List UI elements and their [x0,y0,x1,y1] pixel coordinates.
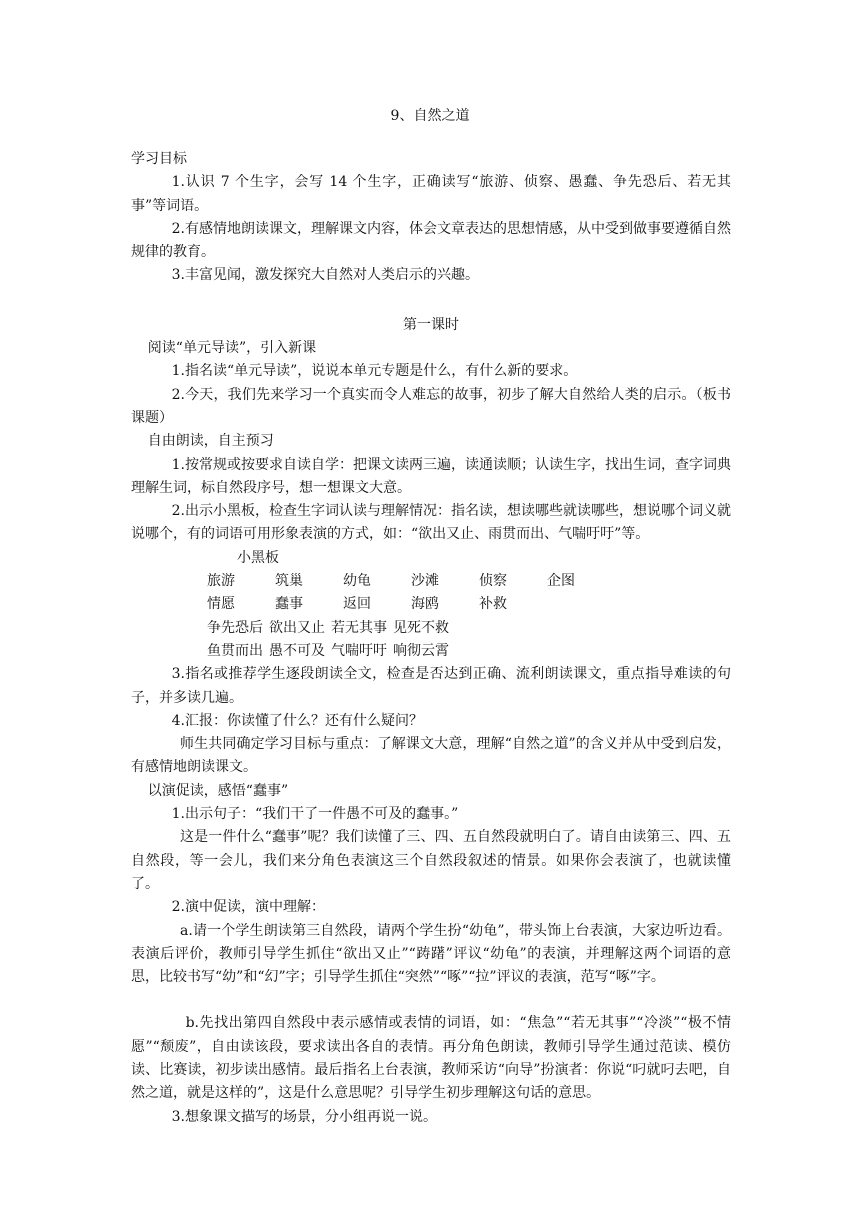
section-item-detail: 这是一件什么“蠢事”呢？我们读懂了三、四、五自然段就明白了。请自由读第三、四、五自然段，等一会儿，我们来分角色表演这三个自然段叙述的情景。如果你会表演了，也就读懂了。 [131,829,731,892]
document-body [131,148,731,1129]
vocab-word: 若无其事 [331,619,387,636]
section-item: 1.指名读“单元导读”，说说本单元专题是什么，有什么新的要求。 [171,363,578,380]
objectives-heading: 学习目标 [131,151,187,167]
objective-item: 1.认识 7 个生字，会写 14 个生字，正确读写“旅游、侦察、愚蠢、争先恐后、若无其事”等词语。 [131,174,731,214]
vocab-word: 沙滩 [411,573,439,590]
vocab-word: 响彻云霄 [393,642,449,659]
vocab-word: 见死不救 [393,619,449,636]
vocab-word: 补救 [479,596,507,613]
sub-item-b: b.先找出第四自然段中表示感情或表情的词语，如：“焦急”“若无其事”“冷淡”“极不情愿”“颓废”，自由读该段，要求读出各自的表情。再分角色朗读，教师引导学生通过范读、模仿读、比赛读，初步读出感情。最后指名上台表演，教师采访“向导”扮演者：你说“叼就叼去吧，自然之道，就是这样的”，这是什么意思呢？引导学生初步理解这句话的意思。 [131,1015,731,1102]
section-item: 1.按常规或按要求自读自学：把课文读两三遍，读通读顺；认读生字，找出生词，查字词典理解生词，标自然段序号，想一想课文大意。 [131,456,731,496]
page-title: 9、自然之道 [390,108,470,124]
section-item: 1.出示句子：“我们干了一件愚不可及的蠢事。” [171,806,459,823]
blackboard [131,547,731,663]
section-heading: 阅读“单元导读”，引入新课 [147,340,317,357]
blackboard-title: 小黑板 [237,549,279,566]
vocab-word: 侦察 [479,573,507,590]
section-item: 2.今天，我们先来学习一个真实而令人难忘的故事，初步了解大自然给人类的启示。（板书课题） [131,386,731,426]
section-item: 2.演中促读，演中理解： [171,899,325,916]
vocab-word: 气喘吁吁 [331,642,387,659]
section-heading: 以演促读，感悟“蠢事” [147,782,289,799]
lesson-heading: 第一课时 [403,316,459,333]
vocab-word: 海鸥 [411,596,439,613]
vocab-word: 愚不可及 [269,642,325,659]
vocab-word: 争先恐后 [207,619,263,636]
section-item: 3.想象课文描写的场景，分小组再说一说。 [171,1108,437,1125]
vocab-word: 情愿 [207,596,235,613]
section-item: 2.出示小黑板，检查生字词认读与理解情况：指名读，想读哪些就读哪些，想说哪个词义就说哪个，有的词语可用形象表演的方式，如：“欲出又止、雨贯而出、气喘吁吁”等。 [131,503,731,543]
vocab-word: 企图 [547,573,575,590]
vocab-word: 返回 [343,596,371,613]
vocab-word: 鱼贯而出 [207,642,263,659]
vocab-word: 旅游 [207,573,235,590]
vocab-word: 欲出又止 [269,619,325,636]
vocab-word: 筑巢 [275,573,303,590]
blackboard-row [131,617,731,640]
objective-item: 2.有感情地朗读课文，理解课文内容，体会文章表达的思想情感，从中受到做事要遵循自然规律的教育。 [131,220,731,261]
blackboard-row [131,640,731,663]
section-item: 师生共同确定学习目标与重点：了解课文大意，理解“自然之道”的含义并从中受到启发，有感情地朗读课文。 [131,736,731,776]
blackboard-row [131,593,731,616]
section-item: 3.指名或推荐学生逐段朗读全文，检查是否达到正确、流利朗读课文，重点指导难读的句子，并多读几遍。 [131,666,731,706]
vocab-word: 幼龟 [343,573,371,590]
objective-item: 3.丰富见闻，激发探究大自然对人类启示的兴趣。 [171,267,479,284]
blackboard-row [131,570,731,593]
section-heading: 自由朗读，自主预习 [147,433,274,450]
vocab-word: 蠢事 [275,596,303,613]
sub-item-a: a.请一个学生朗读第三自然段，请两个学生扮“幼龟”，带头饰上台表演，大家边听边看。表演后评价，教师引导学生抓住“欲出又止”“踌躇”评议“幼龟”的表演，并理解这两个词语的意思，比较书写“幼”和“幻”字；引导学生抓住“突然”“啄”“拉”评议的表演，范写“啄”字。 [131,922,731,986]
section-item: 4.汇报：你读懂了什么？还有什么疑问？ [171,712,423,729]
